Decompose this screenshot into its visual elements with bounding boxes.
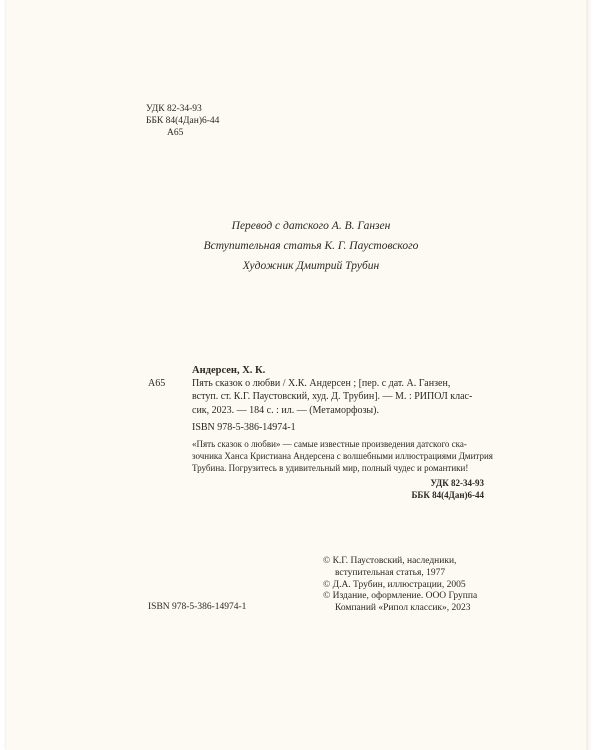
artist-credit: Художник Дмитрий Трубин (242, 260, 380, 272)
description-line: Пять сказок о любви / Х.К. Андерсен ; [пер. с дат. А. Ганзен, (192, 378, 451, 390)
bbk-code: ББК 84(4Дан)6-44 (146, 116, 220, 126)
copyright-block (323, 556, 477, 615)
description-line: вступ. ст. К.Г. Паустовский, худ. Д. Трубин]. — М. : РИПОЛ клас- (192, 391, 473, 403)
annotation-line: зочника Ханса Кристиана Андерсена с волшебными иллюстрациями Дмитрия (192, 450, 493, 461)
copyright-line: © Издание, оформление. ООО Группа (323, 591, 478, 602)
description-line: сик, 2023. — 184 с. : ил. — (Метаморфозы). (192, 404, 379, 416)
copyright-line: © К.Г. Паустовский, наследники, (323, 556, 457, 566)
card-author: Андерсен, Х. К. (192, 365, 266, 376)
copyright-line: Компаний «Рипол классик», 2023 (335, 603, 471, 614)
page-edge (586, 0, 592, 750)
classification-block (146, 103, 219, 139)
card-index (148, 478, 484, 501)
credits-block (186, 216, 436, 276)
udk-code: УДК 82-34-93 (146, 104, 202, 114)
card-author-mark: А65 (148, 378, 166, 390)
annotation-line: «Пять сказок о любви» — самые известные произведения датского ска- (192, 439, 467, 450)
card-isbn: ISBN 978-5-386-14974-1 (192, 421, 296, 433)
annotation-line: Трубина. Погрузитесь в удивительный мир, полный чудес и романтики! (192, 462, 469, 473)
isbn-bottom: ISBN 978-5-386-14974-1 (148, 602, 247, 612)
card-description (148, 377, 484, 417)
book-page (6, 0, 586, 750)
catalog-card (148, 364, 493, 501)
copyright-line: вступительная статья, 1977 (335, 567, 446, 578)
translation-credit: Перевод с датского А. В. Ганзен (231, 220, 391, 232)
card-annotation (192, 439, 493, 474)
intro-credit: Вступительная статья К. Г. Паустовского (203, 240, 419, 252)
card-bbk: ББК 84(4Дан)6-44 (411, 489, 484, 500)
copyright-line: © Д.А. Трубин, иллюстрации, 2005 (323, 579, 466, 590)
card-udk: УДК 82-34-93 (430, 478, 484, 489)
author-mark: А65 (167, 128, 184, 138)
